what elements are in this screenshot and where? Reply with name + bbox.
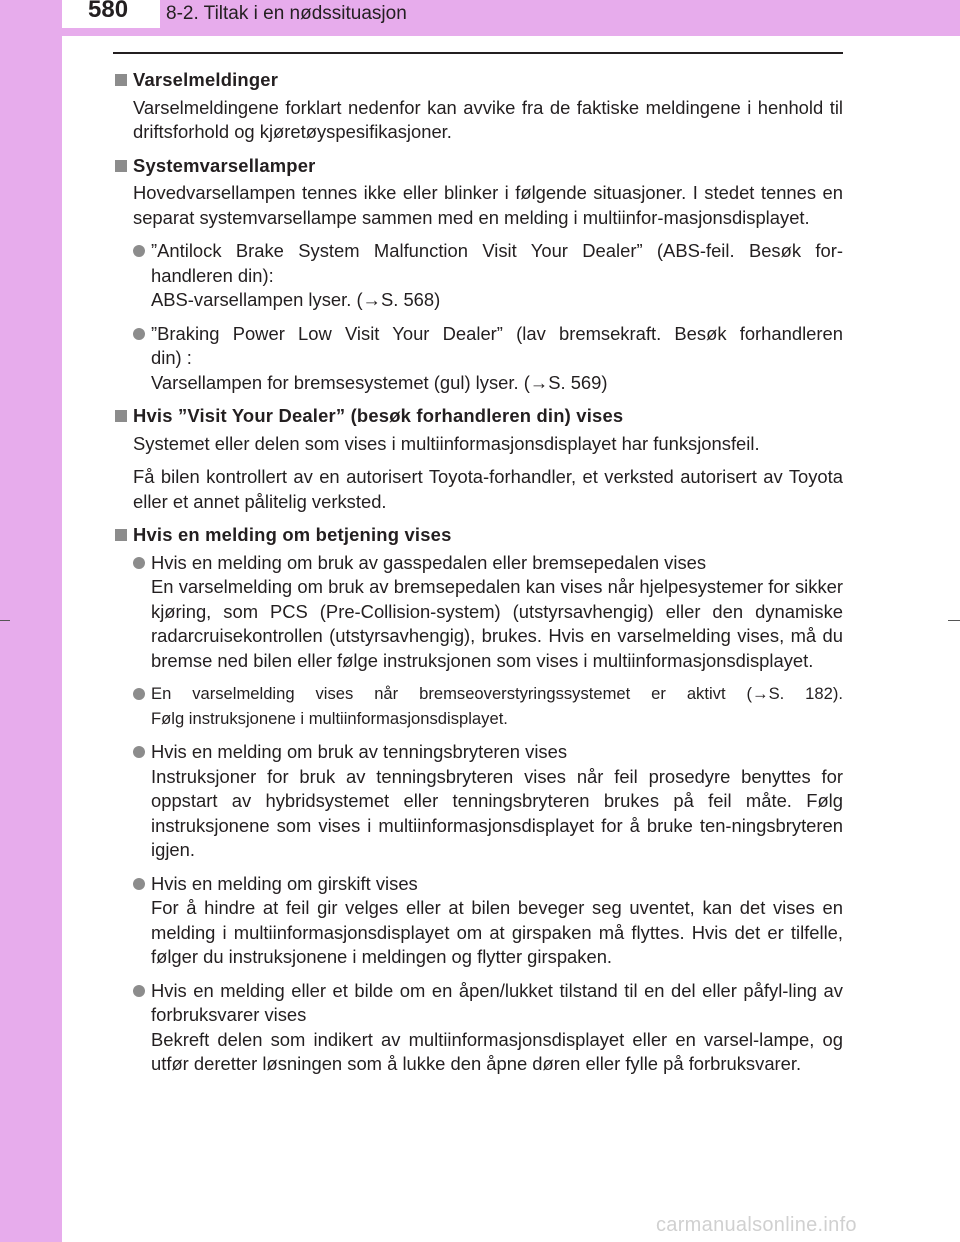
round-bullet-icon (133, 557, 145, 569)
crop-mark-left (0, 620, 10, 621)
section-title: 8-2. Tiltak i en nødssituasjon (166, 3, 407, 24)
list-item: ”Braking Power Low Visit Your Dealer” (lav bremsekraft. Besøk forhandleren din) : Varsellampen for bremsesystemet (gul) lyser. (→S. 569) (113, 322, 843, 396)
header-rule (113, 52, 843, 54)
paragraph: Varselmeldingene forklart nedenfor kan avvike fra de faktiske meldingene i henhold til driftsforhold og kjøretøyspesifikasjoner. (133, 96, 843, 142)
side-color-band (0, 0, 62, 1242)
list-item: Hvis en melding om girskift vises For å hindre at feil gir velges eller at bilen beveger seg uventet, kan det vises en melding i multiinformasjonsdisplayet om at girspaken må flyttes. Hvis det er tilfelle, følger du instruksjonene i meldingen og flytter girspaken. (113, 872, 843, 970)
section-heading: Hvis ”Visit Your Dealer” (besøk forhandleren din) vises (113, 404, 843, 429)
list-item: ”Antilock Brake System Malfunction Visit Your Dealer” (ABS-feil. Besøk for- handleren din): ABS-varsellampen lyser. (→S. 568) (113, 239, 843, 313)
round-bullet-icon (133, 328, 145, 340)
section-heading: Systemvarsellamper (113, 154, 843, 179)
section-heading: Varselmeldinger (113, 68, 843, 93)
round-bullet-icon (133, 245, 145, 257)
page-number: 580 (88, 0, 129, 23)
square-bullet-icon (115, 410, 127, 422)
crop-mark-right (948, 620, 960, 621)
list-item: Hvis en melding om bruk av tenningsbryteren vises Instruksjoner for bruk av tenningsbryteren vises når feil prosedyre benyttes for oppstart av hybridsystemet eller tenningsbryteren brukes på feil måte. Følg instruksjonene som vises i multiinformasjonsdisplayet for å bruke ten-ningsbryteren igjen. (113, 740, 843, 863)
paragraph: Få bilen kontrollert av en autorisert Toyota-forhandler, et verksted autorisert av Toyota eller et annet pålitelig verksted. (133, 466, 843, 512)
page-content (113, 64, 843, 1086)
round-bullet-icon (133, 878, 145, 890)
list-item: Hvis en melding eller et bilde om en åpen/lukket tilstand til en del eller påfyl-ling av forbruksvarer vises Bekreft delen som indikert av multiinformasjonsdisplayet eller en varsel-lampe, og utfør deretter løsningen som å lukke den åpne døren eller fylle på forbruksvarer. (113, 979, 843, 1077)
square-bullet-icon (115, 160, 127, 172)
round-bullet-icon (133, 688, 145, 700)
section-heading: Hvis en melding om betjening vises (113, 523, 843, 548)
square-bullet-icon (115, 529, 127, 541)
list-item: Hvis en melding om bruk av gasspedalen eller bremsepedalen vises En varselmelding om bruk av bremsepedalen kan vises når hjelpesystemer for sikker kjøring, som PCS (Pre-Collision-system) (utstyrsavhengig) eller den dynamiske radarcruisekontrollen (utstyrsavhengig), brukes. Hvis en varselmelding vises, må du bremse ned bilen eller følge instruksjonen som vises i multiinformasjonsdisplayet. (113, 551, 843, 674)
paragraph: Hovedvarsellampen tennes ikke eller blinker i følgende situasjoner. I stedet tennes en separat systemvarsellampe sammen med en melding i multiinfor-masjonsdisplayet. (133, 182, 843, 228)
watermark-text: carmanualsonline.info (656, 1214, 857, 1236)
list-item: En varselmelding vises når bremseoverstyringssystemet er aktivt (→S. 182). Følg instruksjonene i multiinformasjonsdisplayet. (113, 682, 843, 731)
square-bullet-icon (115, 74, 127, 86)
round-bullet-icon (133, 985, 145, 997)
round-bullet-icon (133, 746, 145, 758)
paragraph: Systemet eller delen som vises i multiinformasjonsdisplayet har funksjonsfeil. (133, 432, 760, 454)
